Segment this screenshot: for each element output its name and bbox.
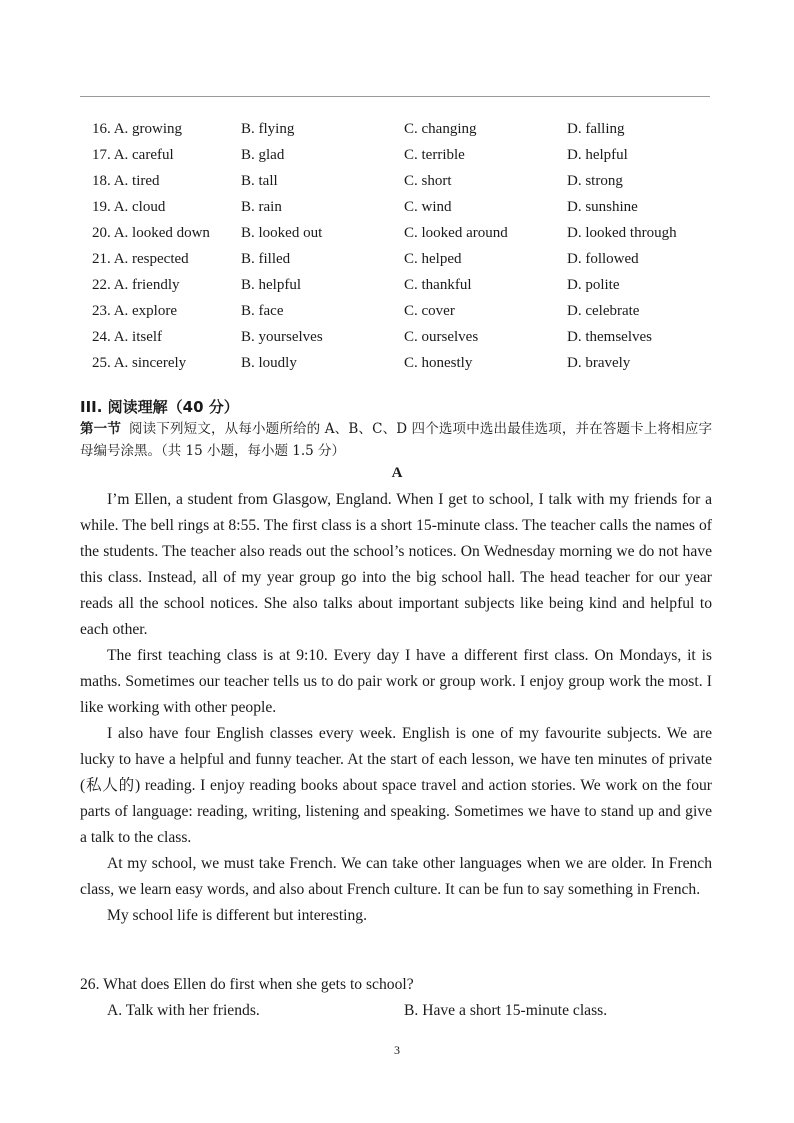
passage-paragraph: At my school, we must take French. We can take other languages when we are older. In French class, we learn easy words, and also about French culture. It can be fun to say something in French. (80, 855, 712, 898)
cloze-options (92, 116, 712, 376)
option-c: C. changing (404, 121, 477, 137)
option-row (92, 168, 712, 194)
option-a-text: A. friendly (113, 277, 180, 293)
option-a: A. Talk with her friends. (107, 1002, 260, 1019)
option-a (92, 168, 160, 194)
option-row (92, 350, 712, 376)
option-d: D. strong (567, 173, 623, 189)
option-row (92, 220, 712, 246)
option-row (92, 324, 712, 350)
question-stem: 26. What does Ellen do first when she gets to school? (80, 976, 414, 993)
option-a (92, 298, 177, 324)
section-instruction (80, 418, 712, 462)
option-row (92, 298, 712, 324)
option-d: D. themselves (567, 329, 652, 345)
passage-paragraph: I’m Ellen, a student from Glasgow, England. When I get to school, I talk with my friends for a while. The bell rings at 8:55. The first class is a short 15-minute class. The teacher calls the names of the students. The teacher also reads out the school’s notices. On Wednesday morning we do not have this class. Instead, all of my year group go into the big school hall. The head teacher for our year reads all the school notices. She also talks about important subjects like being kind and helpful to each other. (80, 491, 712, 638)
option-d: D. sunshine (567, 199, 638, 215)
option-b: B. looked out (241, 225, 323, 241)
option-a (92, 194, 165, 220)
option-c: C. short (404, 173, 452, 189)
section-heading: III. 阅读理解（40 分） (80, 398, 239, 416)
option-a-text: A. growing (113, 121, 183, 137)
option-c: C. thankful (404, 277, 472, 293)
option-a-text: A. tired (113, 173, 160, 189)
option-a (92, 272, 180, 298)
option-b: B. flying (241, 121, 295, 137)
question-number: 25. (92, 355, 111, 371)
passage-paragraph: The first teaching class is at 9:10. Every day I have a different first class. On Mondays, it is maths. Sometimes our teacher tells us to do pair work or group work. I enjoy group work the most. I like working with other people. (80, 647, 712, 716)
option-a (92, 116, 182, 142)
option-b: B. rain (241, 199, 282, 215)
option-a (92, 324, 162, 350)
option-d: D. falling (567, 121, 625, 137)
option-c: C. ourselves (404, 329, 479, 345)
question-number: 18. (92, 173, 111, 189)
option-row (92, 246, 712, 272)
passage-body (80, 487, 712, 929)
option-a-text: A. itself (113, 329, 163, 345)
option-row (92, 142, 712, 168)
question-26 (80, 972, 712, 1024)
option-b: B. glad (241, 147, 285, 163)
option-c: C. honestly (404, 355, 473, 371)
option-d: D. helpful (567, 147, 628, 163)
option-d: D. polite (567, 277, 620, 293)
option-a (92, 246, 189, 272)
part-label: 第一节 (80, 421, 121, 437)
instruction-text: 阅读下列短文，从每小题所给的 A、B、C、D 四个选项中选出最佳选项，并在答题卡上将相应字母编号涂黑。（共 15 小题，每小题 1.5 分） (80, 421, 713, 459)
option-c: C. cover (404, 303, 455, 319)
option-b: B. face (241, 303, 284, 319)
option-row (92, 116, 712, 142)
question-number: 20. (92, 225, 111, 241)
option-c: C. wind (404, 199, 452, 215)
question-number: 22. (92, 277, 111, 293)
header-rule (80, 96, 710, 97)
option-c: C. looked around (404, 225, 508, 241)
option-b: B. loudly (241, 355, 297, 371)
option-d: D. looked through (567, 225, 677, 241)
passage-paragraph: My school life is different but interesting. (107, 907, 367, 924)
option-b: B. yourselves (241, 329, 323, 345)
option-a-text: A. explore (113, 303, 177, 319)
option-d: D. bravely (567, 355, 631, 371)
option-b: B. tall (241, 173, 278, 189)
question-number: 17. (92, 147, 111, 163)
option-a-text: A. respected (113, 251, 189, 267)
question-number: 21. (92, 251, 111, 267)
option-a-text: A. looked down (113, 225, 210, 241)
option-a (92, 350, 186, 376)
option-a-text: A. sincerely (113, 355, 187, 371)
option-d: D. celebrate (567, 303, 640, 319)
option-b: B. filled (241, 251, 291, 267)
question-number: 23. (92, 303, 111, 319)
question-number: 19. (92, 199, 111, 215)
option-d: D. followed (567, 251, 639, 267)
option-a (92, 142, 174, 168)
option-a-text: A. cloud (113, 199, 166, 215)
page-number: 3 (394, 1043, 400, 1057)
question-number: 24. (92, 329, 111, 345)
option-b: B. helpful (241, 277, 301, 293)
option-c: C. helped (404, 251, 462, 267)
option-row (92, 272, 712, 298)
passage-paragraph: I also have four English classes every week. English is one of my favourite subjects. We are lucky to have a helpful and funny teacher. At the start of each lesson, we have ten minutes of private (私人的) reading. I enjoy reading books about space travel and action stories. We work on the four parts of language: reading, writing, listening and speaking. Sometimes we have to stand up and give a talk to the class. (80, 725, 712, 846)
question-number: 16. (92, 121, 111, 137)
option-b: B. Have a short 15-minute class. (404, 1002, 608, 1019)
passage-title: A (391, 465, 403, 481)
option-a-text: A. careful (113, 147, 174, 163)
option-a (92, 220, 210, 246)
option-c: C. terrible (404, 147, 465, 163)
option-row (92, 194, 712, 220)
